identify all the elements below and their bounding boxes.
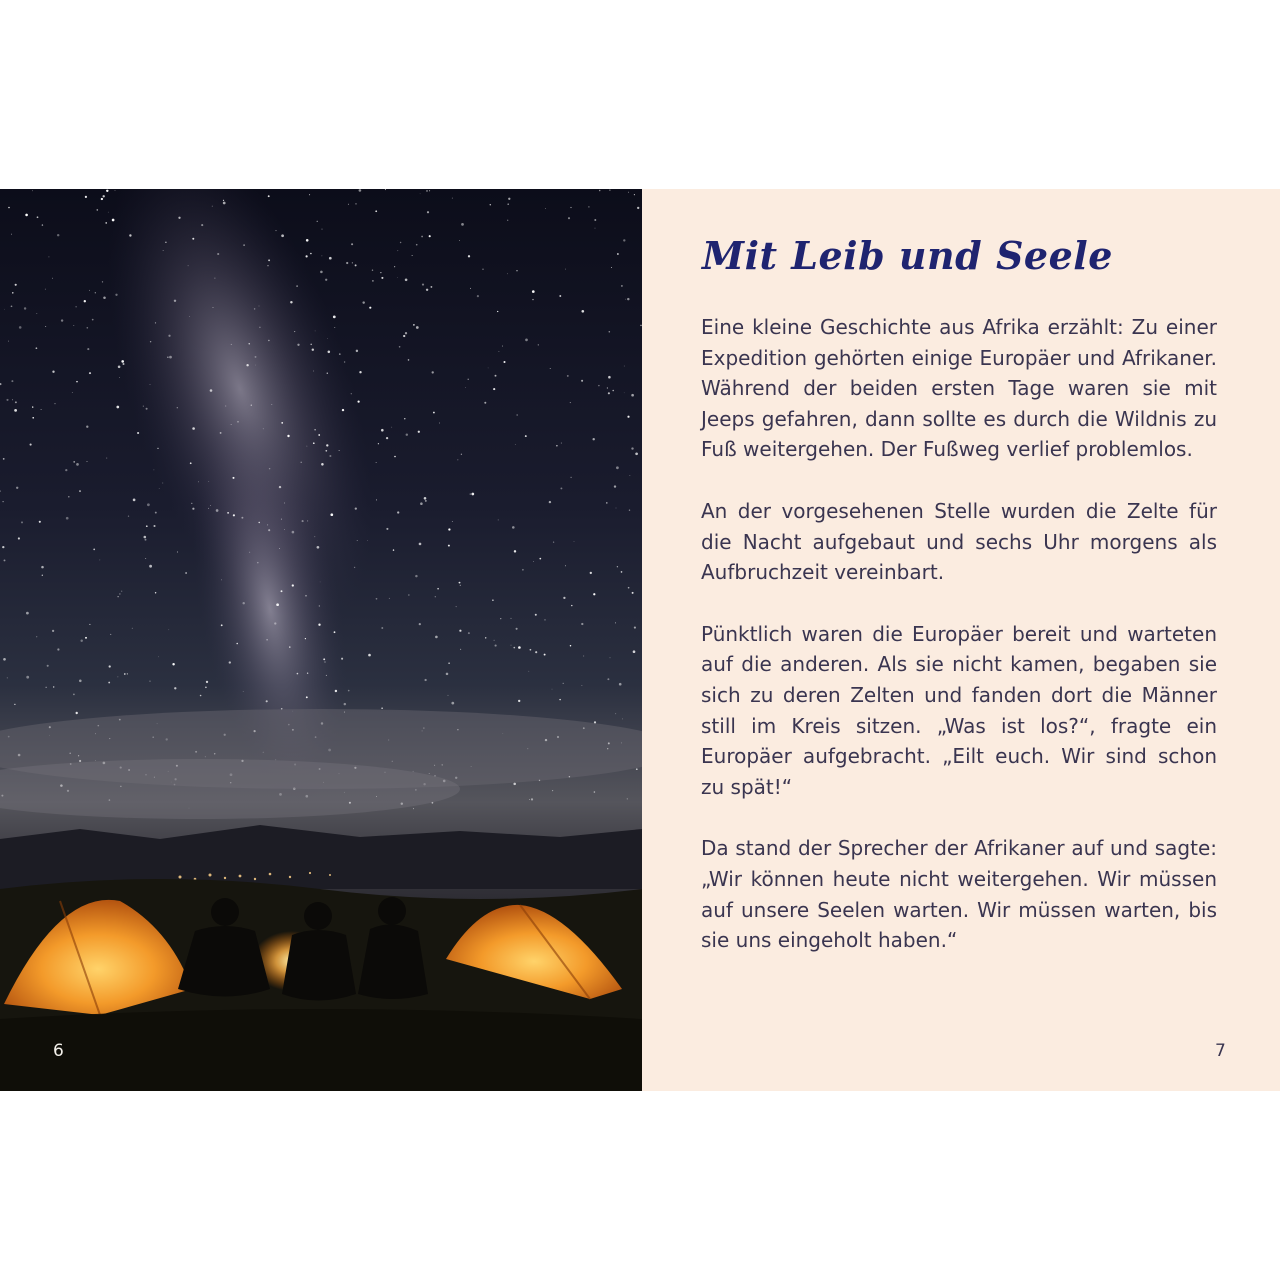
page-number-left: 6 [53, 1041, 64, 1061]
paragraph-3: Pünktlich waren die Europäer bereit und warteten auf die anderen. Als sie nicht kamen, begaben sie sich zu deren Zelten und fanden dort die Männer still im Kreis sitzen. „Was ist los?“, fragte ein Europäer aufgebracht. „Eilt euch. Wir sind schon zu spät!“ [701, 621, 1217, 799]
page-title: Mit Leib und Seele [702, 233, 1113, 278]
story-body [701, 312, 1217, 987]
left-page-photo [0, 189, 642, 1091]
page-number-right: 7 [1215, 1041, 1226, 1061]
night-sky-campsite-photo [0, 189, 642, 1091]
paragraph-1: Eine kleine Geschichte aus Afrika erzählt: Zu einer Expedition gehörten einige Europäer und Afrikaner. Während der beiden ersten Tage waren sie mit Jeeps gefahren, dann sollte es durch die Wildnis zu Fuß weitergehen. Der Fußweg verlief problemlos. [701, 315, 1217, 462]
paragraph-4: Da stand der Sprecher der Afrikaner auf und sagte: „Wir können heute nicht weitergehen. Wir müssen auf unsere Seelen warten. Wir müssen warten, bis sie uns eingeholt haben.“ [701, 836, 1217, 953]
paragraph-2: An der vorgesehenen Stelle wurden die Zelte für die Nacht aufgebaut und sechs Uhr morgens als Aufbruchzeit vereinbart. [701, 498, 1217, 585]
book-spread [0, 189, 1280, 1091]
right-page-text [642, 189, 1280, 1091]
